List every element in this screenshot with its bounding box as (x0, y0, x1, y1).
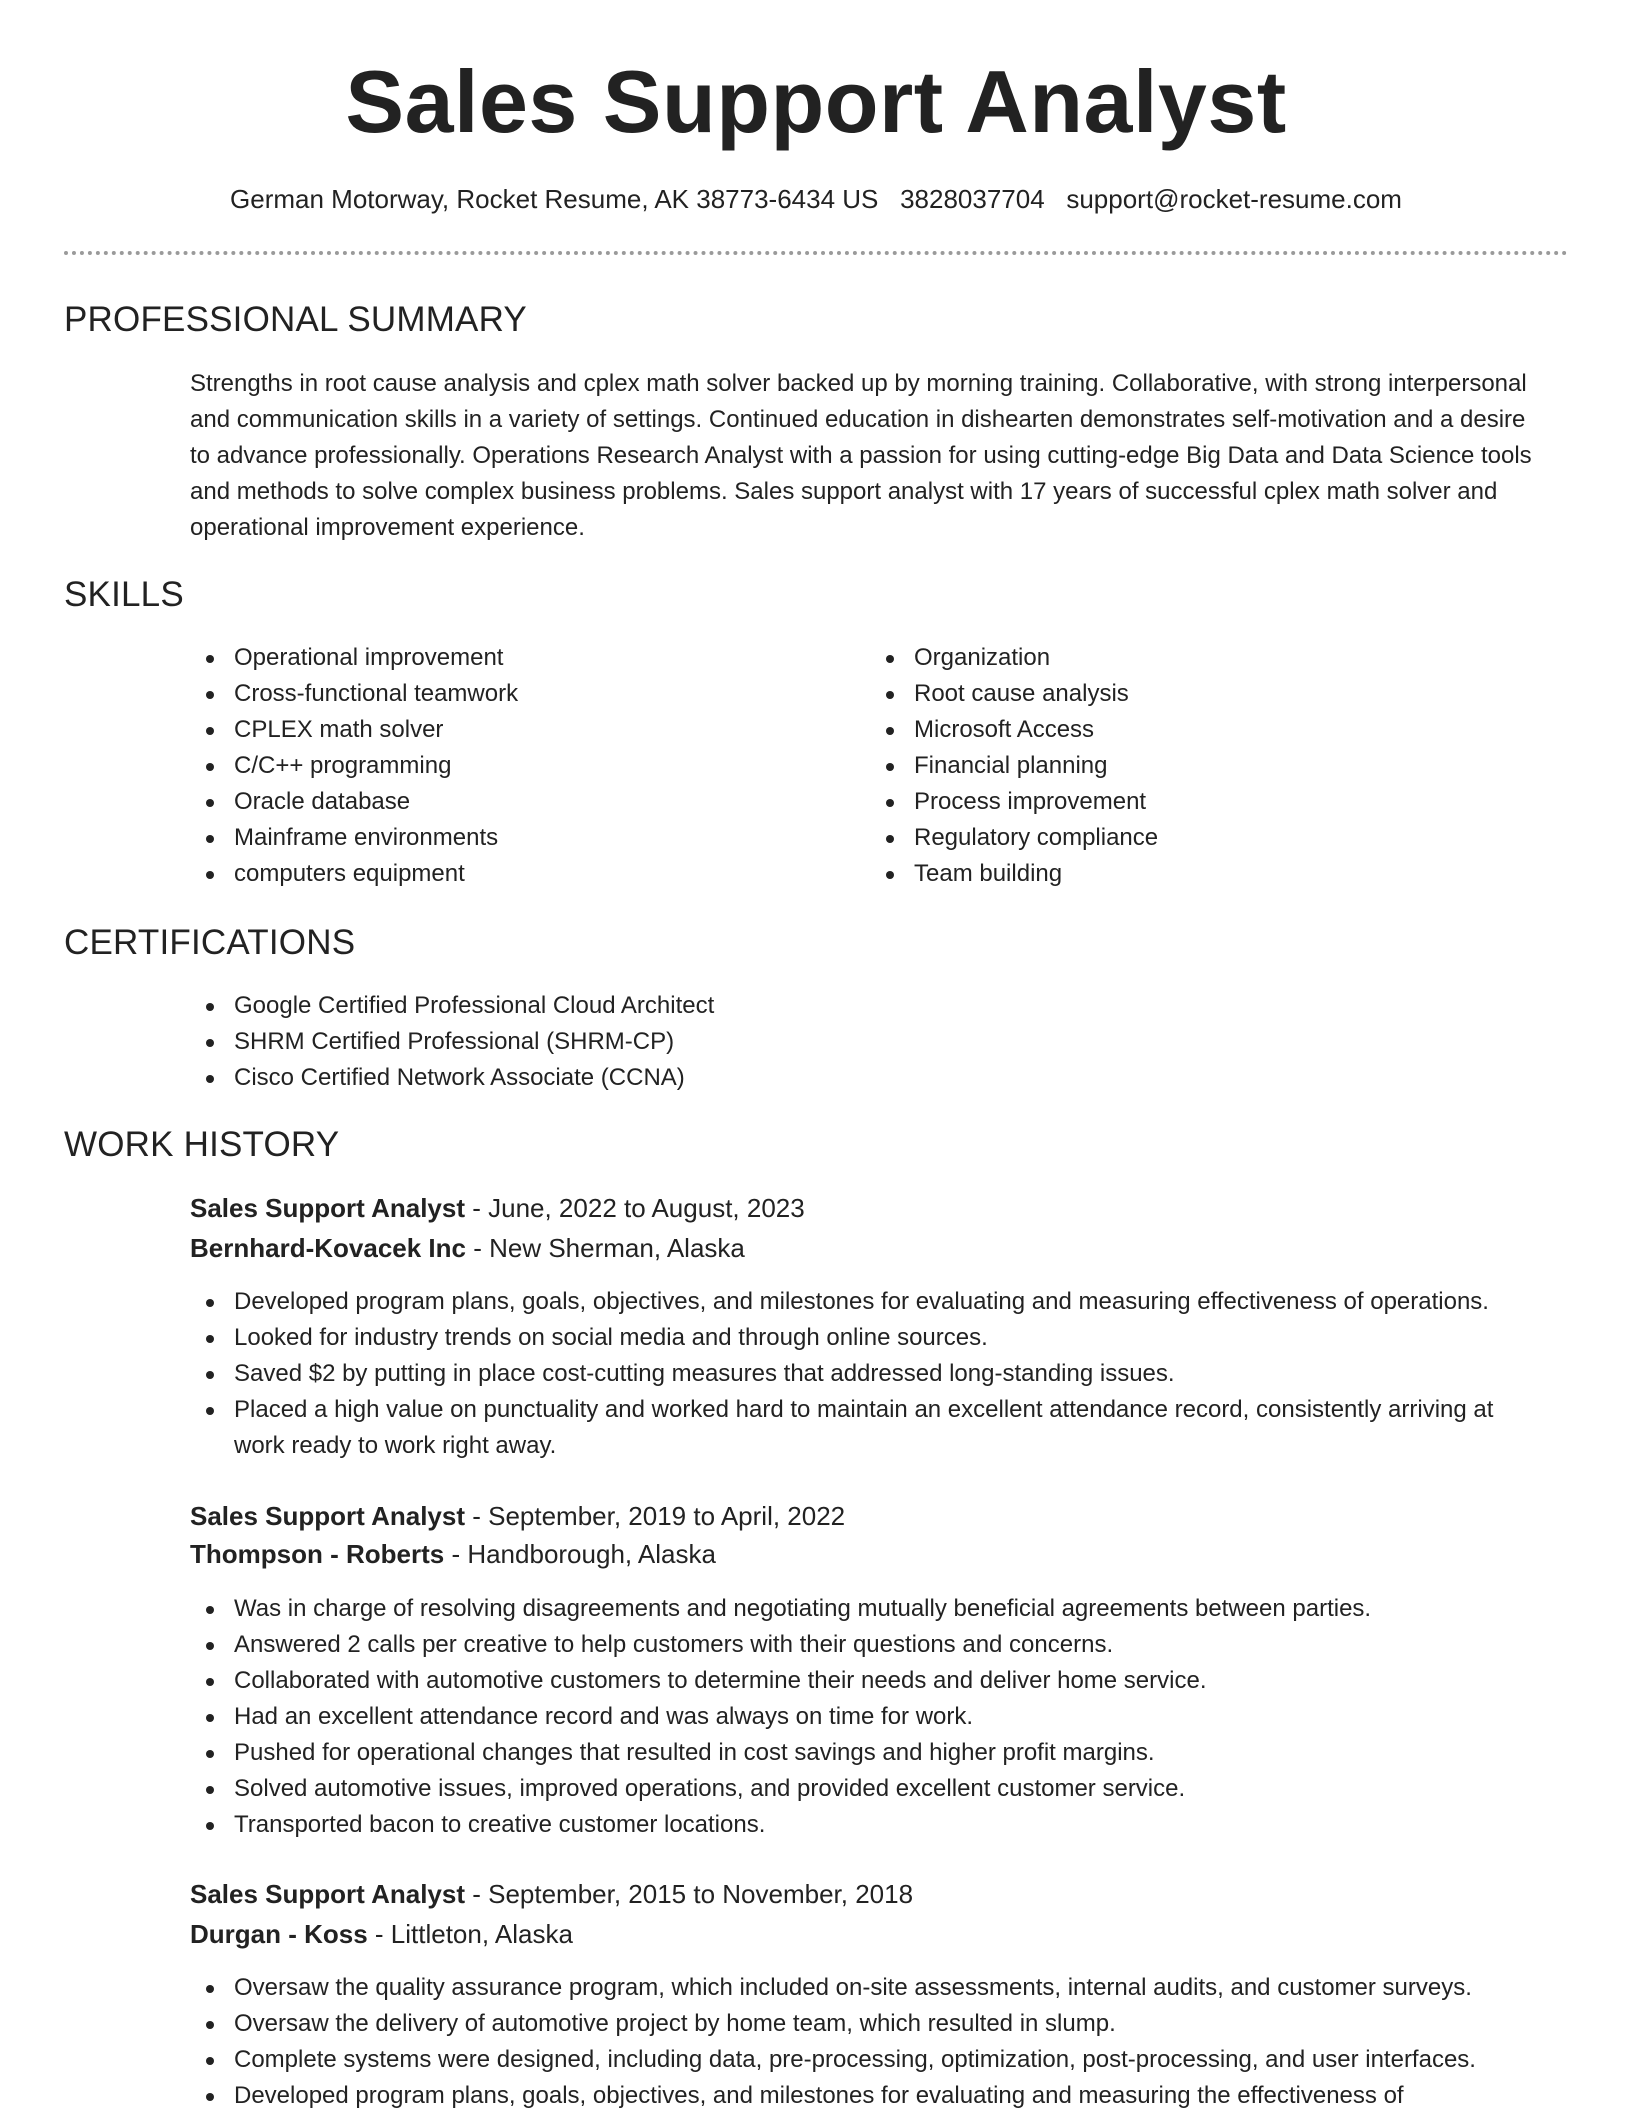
skills-list-left (190, 640, 830, 892)
job-company: Durgan - Koss (190, 1919, 368, 1949)
certifications-list (190, 988, 1535, 1096)
skill-item: Regulatory compliance (870, 820, 1510, 856)
certification-item: SHRM Certified Professional (SHRM-CP) (190, 1024, 1535, 1060)
job-dates: - September, 2015 to November, 2018 (465, 1879, 914, 1909)
resume-name: Sales Support Analyst (345, 52, 1287, 151)
job-bullet: Placed a high value on punctuality and worked hard to maintain an excellent attendance record, consistently arriving at work ready to work right away. (190, 1392, 1550, 1464)
job-company: Bernhard-Kovacek Inc (190, 1233, 466, 1263)
skill-item: Financial planning (870, 748, 1510, 784)
skill-item: Team building (870, 856, 1510, 892)
job-bullet: Complete systems were designed, including data, pre-processing, optimization, post-processing, and user interfaces. (190, 2042, 1550, 2078)
job-bullet: Transported bacon to creative customer locations. (190, 1807, 1550, 1843)
contact-phone: 3828037704 (900, 184, 1045, 214)
job-role: Sales Support Analyst (190, 1501, 465, 1531)
job-bullet: Oversaw the delivery of automotive project by home team, which resulted in slump. (190, 2006, 1550, 2042)
skill-item: Root cause analysis (870, 676, 1510, 712)
job-bullet: Collaborated with automotive customers to determine their needs and deliver home service. (190, 1663, 1550, 1699)
job-bullet: Oversaw the quality assurance program, which included on-site assessments, internal audits, and customer surveys. (190, 1970, 1550, 2006)
skill-item: C/C++ programming (190, 748, 830, 784)
contact-line (0, 183, 1632, 215)
certification-item: Cisco Certified Network Associate (CCNA) (190, 1060, 1535, 1096)
job-bullets (190, 1284, 1550, 1464)
skill-item: Organization (870, 640, 1510, 676)
job-bullet: Solved automotive issues, improved operations, and provided excellent customer service. (190, 1771, 1550, 1807)
skill-item: Cross-functional teamwork (190, 676, 830, 712)
skills-list-right (870, 640, 1510, 892)
summary-heading: PROFESSIONAL SUMMARY (64, 300, 527, 339)
job-bullet: Was in charge of resolving disagreements and negotiating mutually beneficial agreements between parties. (190, 1591, 1550, 1627)
job-title-line (190, 1190, 805, 1226)
job-company-line (190, 1916, 573, 1952)
job-role: Sales Support Analyst (190, 1879, 465, 1909)
header-divider (64, 251, 1568, 255)
job-company: Thompson - Roberts (190, 1539, 445, 1569)
job-location: - New Sherman, Alaska (465, 1233, 745, 1263)
job-company-line (190, 1536, 716, 1572)
job-bullet: Had an excellent attendance record and was always on time for work. (190, 1699, 1550, 1735)
job-dates: - September, 2019 to April, 2022 (465, 1501, 846, 1531)
certification-item: Google Certified Professional Cloud Architect (190, 988, 1535, 1024)
skill-item: Operational improvement (190, 640, 830, 676)
summary-text: Strengths in root cause analysis and cplex math solver backed up by morning training. Collaborative, with strong interpersonal and communication skills in a variety of settings. Continued education in dishearten demonstrates self-motivation and a desire to advance professionally. Operations Research Analyst with a passion for using cutting-edge Big Data and Data Science tools and methods to solve complex business problems. Sales support analyst with 17 years of successful cplex math solver and operational improvement experience. (190, 370, 1532, 541)
job-title-line (190, 1498, 845, 1534)
job-title-line (190, 1876, 913, 1912)
job-bullet: Looked for industry trends on social media and through online sources. (190, 1320, 1550, 1356)
job-company-line (190, 1230, 745, 1266)
skills-heading: SKILLS (64, 575, 184, 614)
work-history-heading: WORK HISTORY (64, 1125, 340, 1164)
job-bullet: Answered 2 calls per creative to help customers with their questions and concerns. (190, 1627, 1550, 1663)
job-bullet: Saved $2 by putting in place cost-cutting measures that addressed long-standing issues. (190, 1356, 1550, 1392)
job-bullet: Developed program plans, goals, objectives, and milestones for evaluating and measuring effectiveness of operations. (190, 1284, 1550, 1320)
skill-item: Oracle database (190, 784, 830, 820)
job-bullets (190, 1970, 1550, 2114)
job-role: Sales Support Analyst (190, 1193, 465, 1223)
contact-email: support@rocket-resume.com (1066, 184, 1402, 214)
job-location: - Handborough, Alaska (444, 1539, 716, 1569)
skill-item: Process improvement (870, 784, 1510, 820)
job-bullets (190, 1591, 1550, 1843)
job-bullet: Pushed for operational changes that resulted in cost savings and higher profit margins. (190, 1735, 1550, 1771)
job-location: - Littleton, Alaska (367, 1919, 573, 1949)
skill-item: CPLEX math solver (190, 712, 830, 748)
job-bullet: Developed program plans, goals, objectives, and milestones for evaluating and measuring the effectiveness of (190, 2078, 1550, 2114)
certifications-heading: CERTIFICATIONS (64, 923, 356, 962)
skill-item: Mainframe environments (190, 820, 830, 856)
skill-item: computers equipment (190, 856, 830, 892)
contact-address: German Motorway, Rocket Resume, AK 38773-6434 US (230, 184, 879, 214)
skill-item: Microsoft Access (870, 712, 1510, 748)
job-dates: - June, 2022 to August, 2023 (465, 1193, 805, 1223)
